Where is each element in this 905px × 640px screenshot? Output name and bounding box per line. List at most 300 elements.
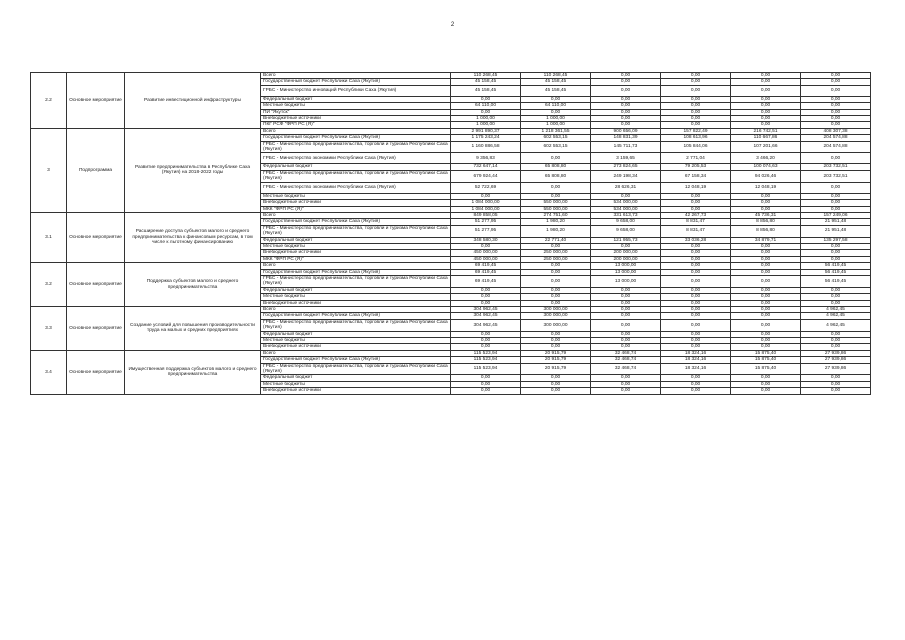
amount-cell: 0,00 bbox=[521, 300, 591, 306]
amount-cell: 0,00 bbox=[801, 338, 871, 344]
amount-cell: 51 277,95 bbox=[451, 219, 521, 225]
amount-cell: 0,00 bbox=[661, 250, 731, 256]
amount-cell: 145 711,73 bbox=[591, 141, 661, 153]
amount-cell: 900 656,09 bbox=[591, 128, 661, 134]
amount-cell: 0,00 bbox=[731, 313, 801, 319]
funding-source: ГРБС - Министерство экономики Республики Саха (Якутия) bbox=[261, 182, 451, 193]
amount-cell: 304 962,45 bbox=[451, 313, 521, 319]
amount-cell: 0,00 bbox=[591, 344, 661, 350]
funding-source: Внебюджетные источники bbox=[261, 300, 451, 306]
amount-cell: 0,00 bbox=[801, 256, 871, 262]
amount-cell: 27 939,86 bbox=[801, 357, 871, 363]
amount-cell: 115 523,94 bbox=[451, 363, 521, 375]
amount-cell: 0,00 bbox=[731, 263, 801, 269]
amount-cell: 0,00 bbox=[451, 96, 521, 102]
amount-cell: 18 324,16 bbox=[661, 350, 731, 356]
amount-cell: 0,00 bbox=[591, 287, 661, 293]
amount-cell: 0,00 bbox=[731, 109, 801, 115]
amount-cell: 0,00 bbox=[731, 388, 801, 394]
amount-cell: 1 175 243,24 bbox=[451, 135, 521, 141]
amount-cell: 0,00 bbox=[661, 287, 731, 293]
amount-cell: 0,00 bbox=[731, 243, 801, 249]
amount-cell: 300 000,00 bbox=[521, 313, 591, 319]
amount-cell: 0,00 bbox=[801, 200, 871, 206]
amount-cell: 0,00 bbox=[801, 381, 871, 387]
amount-cell: 250 000,00 bbox=[521, 250, 591, 256]
amount-cell: 110 667,86 bbox=[731, 135, 801, 141]
amount-cell: 0,00 bbox=[521, 153, 591, 164]
amount-cell: 1 980,20 bbox=[521, 219, 591, 225]
amount-cell: 331 613,73 bbox=[591, 212, 661, 218]
amount-cell: 0,00 bbox=[801, 331, 871, 337]
amount-cell: 0,00 bbox=[591, 331, 661, 337]
amount-cell: 2 771,04 bbox=[661, 153, 731, 164]
amount-cell: 0,00 bbox=[661, 206, 731, 212]
funding-source: Федеральный бюджет bbox=[261, 287, 451, 293]
amount-cell: 200 000,00 bbox=[591, 256, 661, 262]
amount-cell: 8 831,47 bbox=[661, 225, 731, 237]
amount-cell: 28 626,31 bbox=[591, 182, 661, 193]
amount-cell: 0,00 bbox=[801, 122, 871, 128]
amount-cell: 450 000,00 bbox=[451, 250, 521, 256]
section-kind: Основное мероприятие bbox=[67, 307, 125, 351]
amount-cell: 0,00 bbox=[801, 287, 871, 293]
amount-cell: 0,00 bbox=[801, 388, 871, 394]
amount-cell: 0,00 bbox=[661, 73, 731, 79]
amount-cell: 203 732,51 bbox=[801, 164, 871, 170]
amount-cell: 0,00 bbox=[661, 307, 731, 313]
amount-cell: 32 468,74 bbox=[591, 357, 661, 363]
amount-cell: 2 991 890,37 bbox=[451, 128, 521, 134]
amount-cell: 0,00 bbox=[801, 85, 871, 96]
amount-cell: 534 000,00 bbox=[591, 200, 661, 206]
funding-source: Государственный бюджет Республики Саха (Якутия) bbox=[261, 313, 451, 319]
amount-cell: 1 000,00 bbox=[521, 122, 591, 128]
amount-cell: 0,00 bbox=[661, 275, 731, 287]
amount-cell: 45 158,45 bbox=[451, 79, 521, 85]
amount-cell: 0,00 bbox=[661, 85, 731, 96]
amount-cell: 0,00 bbox=[801, 103, 871, 109]
amount-cell: 0,00 bbox=[661, 79, 731, 85]
amount-cell: 0,00 bbox=[661, 294, 731, 300]
amount-cell: 13 000,00 bbox=[591, 275, 661, 287]
amount-cell: 0,00 bbox=[451, 287, 521, 293]
amount-cell: 18 324,16 bbox=[661, 363, 731, 375]
amount-cell: 0,00 bbox=[451, 109, 521, 115]
amount-cell: 13 000,00 bbox=[591, 269, 661, 275]
amount-cell: 0,00 bbox=[731, 307, 801, 313]
amount-cell: 0,00 bbox=[451, 193, 521, 199]
amount-cell: 0,00 bbox=[521, 109, 591, 115]
section-id: 3.2 bbox=[31, 263, 67, 307]
amount-cell: 0,00 bbox=[451, 375, 521, 381]
amount-cell: 534 000,00 bbox=[591, 206, 661, 212]
amount-cell: 64 110,00 bbox=[521, 103, 591, 109]
funding-source: ПИ "Якутск" bbox=[261, 109, 451, 115]
amount-cell: 21 951,48 bbox=[801, 219, 871, 225]
amount-cell: 273 824,65 bbox=[591, 164, 661, 170]
amount-cell: 0,00 bbox=[591, 122, 661, 128]
section-kind: Основное мероприятие bbox=[67, 212, 125, 262]
funding-source: ГРБС - Министерство инноваций Республики Саха (Якутия) bbox=[261, 85, 451, 96]
amount-cell: 0,00 bbox=[731, 96, 801, 102]
amount-cell: 0,00 bbox=[731, 381, 801, 387]
amount-cell: 1 084 000,00 bbox=[451, 200, 521, 206]
amount-cell: 300 000,00 bbox=[521, 319, 591, 331]
amount-cell: 0,00 bbox=[801, 344, 871, 350]
amount-cell: 0,00 bbox=[591, 375, 661, 381]
amount-cell: 0,00 bbox=[661, 375, 731, 381]
amount-cell: 0,00 bbox=[801, 294, 871, 300]
amount-cell: 79 205,53 bbox=[661, 164, 731, 170]
amount-cell: 0,00 bbox=[801, 206, 871, 212]
amount-cell: 27 939,86 bbox=[801, 350, 871, 356]
amount-cell: 52 722,69 bbox=[451, 182, 521, 193]
funding-source: Внебюджетные источники bbox=[261, 388, 451, 394]
amount-cell: 0,00 bbox=[801, 243, 871, 249]
amount-cell: 0,00 bbox=[591, 307, 661, 313]
section-title: Создание условий для повышения производительности труда на малых и средних предприятиях bbox=[125, 307, 261, 351]
funding-source: Федеральный бюджет bbox=[261, 237, 451, 243]
amount-cell: 0,00 bbox=[591, 388, 661, 394]
amount-cell: 67 158,34 bbox=[661, 170, 731, 182]
funding-source: ГРБС - Министерство предпринимательства, торговли и туризма Республики Саха (Якутия) bbox=[261, 225, 451, 237]
amount-cell: 121 955,73 bbox=[591, 237, 661, 243]
amount-cell: 0,00 bbox=[591, 109, 661, 115]
amount-cell: 0,00 bbox=[731, 344, 801, 350]
amount-cell: 0,00 bbox=[661, 269, 731, 275]
amount-cell: 64 110,00 bbox=[451, 103, 521, 109]
amount-cell: 9 658,00 bbox=[591, 225, 661, 237]
funding-source: Внебюджетные источники bbox=[261, 200, 451, 206]
funding-source: Внебюджетные источники bbox=[261, 250, 451, 256]
amount-cell: 32 468,74 bbox=[591, 350, 661, 356]
amount-cell: 0,00 bbox=[801, 375, 871, 381]
amount-cell: 0,00 bbox=[731, 73, 801, 79]
amount-cell: 849 858,05 bbox=[451, 212, 521, 218]
funding-source: МКК "ФРП РС (Я)" bbox=[261, 256, 451, 262]
amount-cell: 15 875,40 bbox=[731, 350, 801, 356]
funding-source: Государственный бюджет Республики Саха (Якутия) bbox=[261, 79, 451, 85]
amount-cell: 348 580,30 bbox=[451, 237, 521, 243]
amount-cell: 0,00 bbox=[801, 79, 871, 85]
amount-cell: 0,00 bbox=[731, 122, 801, 128]
amount-cell: 0,00 bbox=[661, 388, 731, 394]
amount-cell: 20 915,79 bbox=[521, 363, 591, 375]
amount-cell: 0,00 bbox=[451, 243, 521, 249]
amount-cell: 69 419,45 bbox=[451, 269, 521, 275]
amount-cell: 33 036,28 bbox=[661, 237, 731, 243]
amount-cell: 0,00 bbox=[731, 375, 801, 381]
amount-cell: 304 962,45 bbox=[451, 319, 521, 331]
funding-source: Всего bbox=[261, 73, 451, 79]
funding-source: Государственный бюджет Республики Саха (Якутия) bbox=[261, 219, 451, 225]
page-number: 2 bbox=[450, 22, 455, 28]
amount-cell: 0,00 bbox=[521, 388, 591, 394]
amount-cell: 274 751,60 bbox=[521, 212, 591, 218]
amount-cell: 32 468,74 bbox=[591, 363, 661, 375]
amount-cell: 110 268,45 bbox=[451, 73, 521, 79]
amount-cell: 0,00 bbox=[451, 388, 521, 394]
amount-cell: 0,00 bbox=[451, 331, 521, 337]
amount-cell: 0,00 bbox=[661, 103, 731, 109]
amount-cell: 0,00 bbox=[731, 319, 801, 331]
amount-cell: 65 808,80 bbox=[521, 170, 591, 182]
amount-cell: 69 419,45 bbox=[451, 275, 521, 287]
amount-cell: 9 356,83 bbox=[451, 153, 521, 164]
amount-cell: 0,00 bbox=[731, 269, 801, 275]
amount-cell: 0,00 bbox=[591, 319, 661, 331]
section-id: 3 bbox=[31, 128, 67, 212]
amount-cell: 9 658,00 bbox=[591, 219, 661, 225]
amount-cell: 304 962,45 bbox=[451, 307, 521, 313]
amount-cell: 0,00 bbox=[661, 243, 731, 249]
amount-cell: 0,00 bbox=[521, 287, 591, 293]
amount-cell: 20 915,79 bbox=[521, 350, 591, 356]
amount-cell: 0,00 bbox=[801, 182, 871, 193]
budget-table-body bbox=[31, 73, 871, 395]
amount-cell: 0,00 bbox=[591, 381, 661, 387]
amount-cell: 0,00 bbox=[591, 243, 661, 249]
amount-cell: 45 158,45 bbox=[521, 79, 591, 85]
funding-source: МКК "ФРП РС (Я)" bbox=[261, 206, 451, 212]
amount-cell: 107 201,66 bbox=[731, 141, 801, 153]
funding-source: ПКГ РСФ "ФРП РС (Я)" bbox=[261, 122, 451, 128]
amount-cell: 0,00 bbox=[521, 269, 591, 275]
amount-cell: 15 875,40 bbox=[731, 357, 801, 363]
amount-cell: 0,00 bbox=[801, 116, 871, 122]
section-id: 3.1 bbox=[31, 212, 67, 262]
amount-cell: 0,00 bbox=[591, 79, 661, 85]
amount-cell: 0,00 bbox=[661, 319, 731, 331]
section-kind: Подпрограмма bbox=[67, 128, 125, 212]
amount-cell: 4 962,45 bbox=[801, 307, 871, 313]
funding-source: Всего bbox=[261, 212, 451, 218]
amount-cell: 8 856,80 bbox=[731, 219, 801, 225]
funding-source: Всего bbox=[261, 350, 451, 356]
funding-source: ГРБС - Министерство предпринимательства, торговли и туризма Республики Саха (Якутия) bbox=[261, 170, 451, 182]
amount-cell: 0,00 bbox=[731, 103, 801, 109]
amount-cell: 69 419,45 bbox=[451, 263, 521, 269]
amount-cell: 0,00 bbox=[451, 300, 521, 306]
amount-cell: 0,00 bbox=[591, 85, 661, 96]
amount-cell: 0,00 bbox=[661, 313, 731, 319]
amount-cell: 105 844,06 bbox=[661, 141, 731, 153]
amount-cell: 0,00 bbox=[661, 300, 731, 306]
amount-cell: 1 000,00 bbox=[451, 116, 521, 122]
amount-cell: 0,00 bbox=[801, 193, 871, 199]
section-title: Расширение доступа субъектов малого и среднего предпринимательства к финансовым ресурсам, в том числе к льготному финансированию bbox=[125, 212, 261, 262]
section-title: Развитие предпринимательства в Республике Саха (Якутия) на 2018-2022 годы bbox=[125, 128, 261, 212]
amount-cell: 8 856,80 bbox=[731, 225, 801, 237]
funding-source: ГРБС - Министерство предпринимательства, торговли и туризма Республики Саха (Якутия) bbox=[261, 319, 451, 331]
section-title: Развитие инвестиционной инфраструктуры bbox=[125, 73, 261, 129]
funding-source: Федеральный бюджет bbox=[261, 96, 451, 102]
amount-cell: 0,00 bbox=[801, 96, 871, 102]
amount-cell: 45 158,45 bbox=[451, 85, 521, 96]
amount-cell: 0,00 bbox=[661, 116, 731, 122]
amount-cell: 0,00 bbox=[731, 294, 801, 300]
amount-cell: 0,00 bbox=[521, 193, 591, 199]
amount-cell: 0,00 bbox=[521, 275, 591, 287]
amount-cell: 1 160 886,58 bbox=[451, 141, 521, 153]
amount-cell: 0,00 bbox=[801, 300, 871, 306]
amount-cell: 34 879,71 bbox=[731, 237, 801, 243]
amount-cell: 0,00 bbox=[591, 116, 661, 122]
section-kind: Основное мероприятие bbox=[67, 350, 125, 394]
amount-cell: 20 915,79 bbox=[521, 357, 591, 363]
amount-cell: 0,00 bbox=[661, 344, 731, 350]
funding-source: Местные бюджеты bbox=[261, 243, 451, 249]
amount-cell: 1 000,00 bbox=[521, 116, 591, 122]
amount-cell: 157 249,06 bbox=[801, 212, 871, 218]
amount-cell: 204 574,88 bbox=[801, 141, 871, 153]
funding-source: Местные бюджеты bbox=[261, 294, 451, 300]
amount-cell: 0,00 bbox=[661, 200, 731, 206]
amount-cell: 115 523,94 bbox=[451, 350, 521, 356]
amount-cell: 15 875,40 bbox=[731, 363, 801, 375]
amount-cell: 300 000,00 bbox=[521, 307, 591, 313]
amount-cell: 0,00 bbox=[521, 331, 591, 337]
funding-source: Местные бюджеты bbox=[261, 193, 451, 199]
amount-cell: 450 000,00 bbox=[451, 256, 521, 262]
amount-cell: 1 218 361,55 bbox=[521, 128, 591, 134]
amount-cell: 0,00 bbox=[661, 122, 731, 128]
amount-cell: 0,00 bbox=[451, 344, 521, 350]
amount-cell: 0,00 bbox=[731, 116, 801, 122]
amount-cell: 0,00 bbox=[591, 300, 661, 306]
amount-cell: 18 324,16 bbox=[661, 357, 731, 363]
amount-cell: 0,00 bbox=[451, 338, 521, 344]
amount-cell: 115 523,94 bbox=[451, 357, 521, 363]
amount-cell: 732 647,14 bbox=[451, 164, 521, 170]
funding-source: Федеральный бюджет bbox=[261, 331, 451, 337]
amount-cell: 0,00 bbox=[731, 275, 801, 287]
funding-source: Государственный бюджет Республики Саха (Якутия) bbox=[261, 269, 451, 275]
amount-cell: 679 924,44 bbox=[451, 170, 521, 182]
funding-source: Всего bbox=[261, 263, 451, 269]
amount-cell: 0,00 bbox=[451, 294, 521, 300]
amount-cell: 3 159,65 bbox=[591, 153, 661, 164]
amount-cell: 249 198,34 bbox=[591, 170, 661, 182]
amount-cell: 0,00 bbox=[731, 338, 801, 344]
amount-cell: 204 574,88 bbox=[801, 135, 871, 141]
funding-source: Государственный бюджет Республики Саха (Якутия) bbox=[261, 135, 451, 141]
amount-cell: 42 267,73 bbox=[661, 212, 731, 218]
amount-cell: 0,00 bbox=[661, 263, 731, 269]
amount-cell: 0,00 bbox=[521, 182, 591, 193]
amount-cell: 1 980,20 bbox=[521, 225, 591, 237]
amount-cell: 108 613,96 bbox=[661, 135, 731, 141]
amount-cell: 157 822,49 bbox=[661, 128, 731, 134]
amount-cell: 203 732,51 bbox=[801, 170, 871, 182]
amount-cell: 1 084 000,00 bbox=[451, 206, 521, 212]
amount-cell: 602 553,15 bbox=[521, 141, 591, 153]
amount-cell: 94 026,46 bbox=[731, 170, 801, 182]
funding-source: ГРБС - Министерство экономики Республики Саха (Якутия) bbox=[261, 153, 451, 164]
amount-cell: 1 000,00 bbox=[451, 122, 521, 128]
amount-cell: 0,00 bbox=[661, 193, 731, 199]
funding-source: ГРБС - Министерство предпринимательства, торговли и туризма Республики Саха (Якутия) bbox=[261, 275, 451, 287]
amount-cell: 45 736,31 bbox=[731, 212, 801, 218]
amount-cell: 0,00 bbox=[521, 375, 591, 381]
amount-cell: 0,00 bbox=[661, 381, 731, 387]
amount-cell: 0,00 bbox=[521, 263, 591, 269]
funding-source: Внебюджетные источники bbox=[261, 344, 451, 350]
amount-cell: 4 962,45 bbox=[801, 319, 871, 331]
amount-cell: 0,00 bbox=[521, 294, 591, 300]
funding-source: Всего bbox=[261, 128, 451, 134]
amount-cell: 0,00 bbox=[591, 294, 661, 300]
amount-cell: 0,00 bbox=[731, 79, 801, 85]
amount-cell: 3 466,20 bbox=[731, 153, 801, 164]
amount-cell: 0,00 bbox=[661, 338, 731, 344]
amount-cell: 0,00 bbox=[731, 250, 801, 256]
amount-cell: 8 831,47 bbox=[661, 219, 731, 225]
section-title: Имущественная поддержка субъектов малого и среднего предпринимательства bbox=[125, 350, 261, 394]
amount-cell: 0,00 bbox=[591, 96, 661, 102]
section-title: Поддержка субъектов малого и среднего предпринимательства bbox=[125, 263, 261, 307]
amount-cell: 550 000,00 bbox=[521, 200, 591, 206]
funding-source: Местные бюджеты bbox=[261, 381, 451, 387]
amount-cell: 135 297,58 bbox=[801, 237, 871, 243]
amount-cell: 12 048,19 bbox=[661, 182, 731, 193]
amount-cell: 65 808,80 bbox=[521, 164, 591, 170]
amount-cell: 56 419,45 bbox=[801, 263, 871, 269]
amount-cell: 22 771,40 bbox=[521, 237, 591, 243]
amount-cell: 408 307,38 bbox=[801, 128, 871, 134]
amount-cell: 100 074,63 bbox=[731, 164, 801, 170]
funding-source: ГРБС - Министерство предпринимательства, торговли и туризма Республики Саха (Якутия) bbox=[261, 141, 451, 153]
amount-cell: 51 277,95 bbox=[451, 225, 521, 237]
amount-cell: 0,00 bbox=[521, 96, 591, 102]
amount-cell: 0,00 bbox=[591, 313, 661, 319]
amount-cell: 200 000,00 bbox=[591, 250, 661, 256]
budget-table bbox=[30, 72, 871, 395]
amount-cell: 0,00 bbox=[801, 73, 871, 79]
amount-cell: 0,00 bbox=[521, 243, 591, 249]
amount-cell: 0,00 bbox=[731, 256, 801, 262]
amount-cell: 0,00 bbox=[661, 109, 731, 115]
amount-cell: 12 048,19 bbox=[731, 182, 801, 193]
amount-cell: 0,00 bbox=[591, 338, 661, 344]
amount-cell: 250 000,00 bbox=[521, 256, 591, 262]
section-kind: Основное мероприятие bbox=[67, 73, 125, 129]
amount-cell: 0,00 bbox=[731, 200, 801, 206]
funding-source: Государственный бюджет Республики Саха (Якутия) bbox=[261, 357, 451, 363]
amount-cell: 56 419,45 bbox=[801, 275, 871, 287]
amount-cell: 0,00 bbox=[731, 300, 801, 306]
amount-cell: 148 831,39 bbox=[591, 135, 661, 141]
funding-source: Федеральный бюджет bbox=[261, 164, 451, 170]
amount-cell: 0,00 bbox=[591, 103, 661, 109]
section-kind: Основное мероприятие bbox=[67, 263, 125, 307]
amount-cell: 0,00 bbox=[731, 331, 801, 337]
amount-cell: 4 962,45 bbox=[801, 313, 871, 319]
amount-cell: 0,00 bbox=[731, 193, 801, 199]
amount-cell: 110 268,45 bbox=[521, 73, 591, 79]
funding-source: Федеральный бюджет bbox=[261, 375, 451, 381]
amount-cell: 0,00 bbox=[731, 85, 801, 96]
amount-cell: 21 951,48 bbox=[801, 225, 871, 237]
amount-cell: 0,00 bbox=[801, 109, 871, 115]
amount-cell: 0,00 bbox=[661, 96, 731, 102]
section-id: 2.2 bbox=[31, 73, 67, 129]
amount-cell: 0,00 bbox=[801, 153, 871, 164]
amount-cell: 550 000,00 bbox=[521, 206, 591, 212]
amount-cell: 0,00 bbox=[801, 250, 871, 256]
amount-cell: 13 000,00 bbox=[591, 263, 661, 269]
